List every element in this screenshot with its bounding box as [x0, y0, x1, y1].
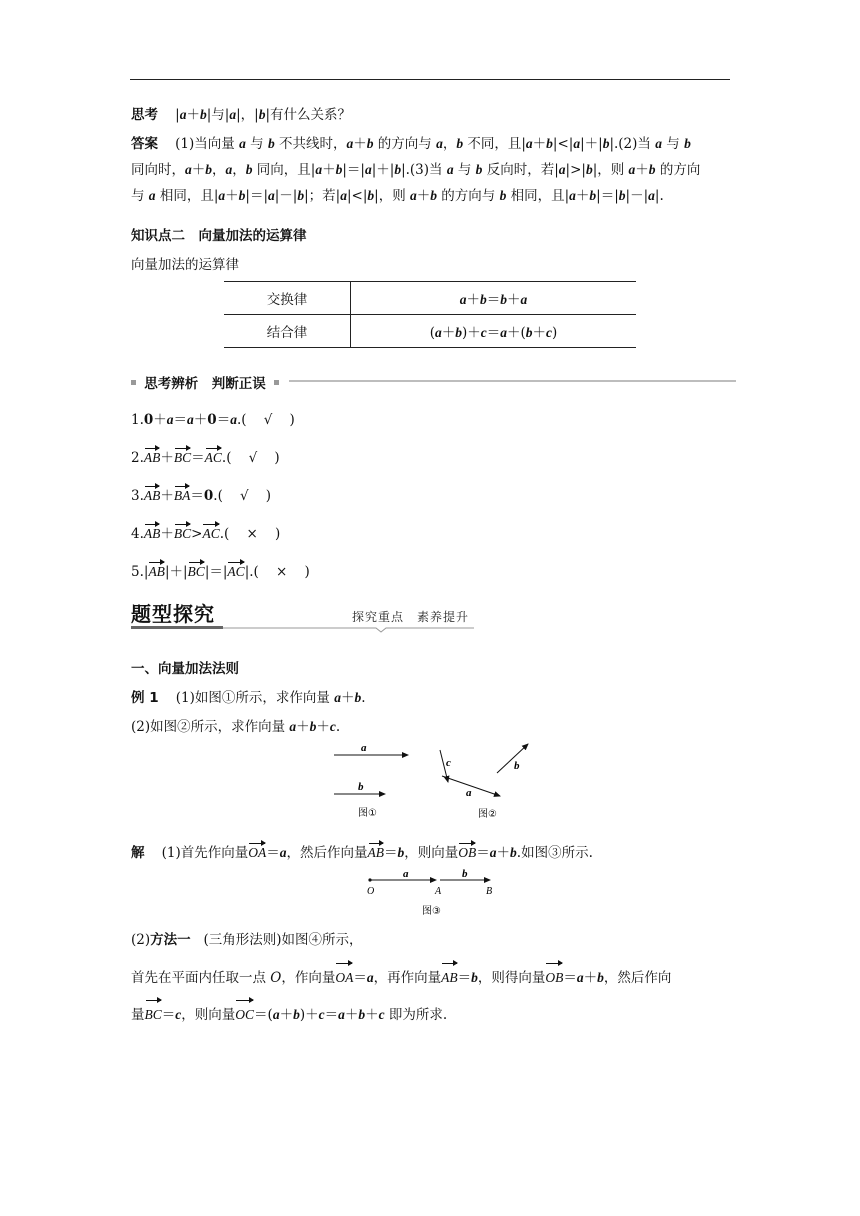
table-row [224, 282, 636, 315]
figure-1 [328, 740, 418, 820]
top-rule [130, 79, 730, 80]
table-row [224, 315, 636, 348]
section-bar [131, 372, 736, 392]
think-question: |a＋b|与|a|，|b|有什么关系？ [175, 107, 352, 123]
judgment-4: 4.AB＋BC>AC.( × ) [131, 526, 281, 542]
section1-heading: 一、向量加法法则 [131, 661, 239, 677]
label-b: b [514, 760, 520, 772]
answer-label: 答案 [131, 136, 158, 152]
judgment-mark: × [246, 526, 258, 542]
label-b: b [358, 781, 364, 793]
judgment-mark: √ [263, 412, 273, 428]
figure-2 [428, 740, 538, 822]
example1-line1: 例 1 (1)如图①所示，求作向量 a＋b. [131, 690, 366, 706]
law-formula: (a＋b)＋c＝a＋(b＋c) [351, 315, 637, 348]
figure-2-caption: 图② [478, 809, 497, 820]
solution-line2: 首先在平面内任取一点 O，作向量OA＝a，再作向量AB＝b，则得向量OB＝a＋b，然后作向 [131, 965, 735, 991]
solution-line1: 解 (1)首先作向量OA＝a，然后作向量AB＝b，则向量OB＝a＋b.如图③所示. [131, 845, 593, 861]
solution-method1: (2)方法一 (三角形法则)如图④所示， [131, 932, 363, 948]
solution-line3: 量BC＝c，则向量OC＝(a＋b)＋c＝a＋b＋c 即为所求. [131, 1002, 735, 1028]
think-line [131, 102, 731, 128]
banner-subtitle: 探究重点 素养提升 [352, 610, 470, 624]
banner-rule [131, 622, 476, 634]
answer-line-1: 答案 (1)当向量 a 与 b 不共线时，a＋b 的方向与 a，b 不同，且|a＋b|<|a|＋|b|.(2)当 a 与 b [131, 136, 691, 152]
solution-label: 解 [131, 845, 145, 861]
section-bar-title: 思考辨析 判断正误 [144, 376, 266, 392]
label-A: A [435, 886, 442, 897]
law-formula: a＋b＝b＋a [351, 282, 637, 315]
answer-line-2: 同向时，a＋b，a，b 同向，且|a＋b|＝|a|＋|b|.(3)当 a 与 b 反向时，若|a|>|b|，则 a＋b 的方向 [131, 162, 701, 178]
operation-law-table [224, 281, 636, 348]
answer-block [131, 131, 735, 209]
judgment-3: 3.AB＋BA＝0.( √ ) [131, 488, 272, 504]
label-a: a [466, 787, 472, 799]
label-O: O [367, 886, 375, 897]
knowledge2-heading: 知识点二 向量加法的运算律 [131, 228, 307, 244]
label-b: b [462, 868, 468, 880]
judgment-5: 5.|AB|＋|BC|＝|AC|.( × ) [131, 564, 310, 580]
section-bar-line [289, 380, 736, 382]
judgment-mark: √ [240, 488, 249, 504]
judgment-2: 2.AB＋BC＝AC.( √ ) [131, 450, 280, 466]
answer-line-3: 与 a 相同，且|a＋b|＝|a|－|b|；若|a|<|b|，则 a＋b 的方向与 b 相同，且|a＋b|＝|b|－|a|. [131, 188, 664, 204]
think-label: 思考 [131, 107, 158, 123]
knowledge2-subheading: 向量加法的运算律 [131, 257, 239, 273]
example1-line2: (2)如图②所示，求作向量 a＋b＋c. [131, 719, 341, 735]
law-name: 结合律 [224, 315, 351, 348]
figure-1-caption: 图① [358, 808, 377, 819]
label-c: c [446, 757, 451, 769]
label-B: B [486, 886, 493, 897]
example1-label: 例 1 [131, 690, 159, 706]
law-name: 交换律 [224, 282, 351, 315]
vector-b2-arrow [497, 744, 528, 773]
banner-title: 题型探究 [131, 602, 215, 626]
figure-3-caption: 图③ [422, 906, 441, 917]
judgment-1: 1.0＋a＝a＋0＝a.( √ ) [131, 412, 295, 428]
judgment-mark: × [275, 564, 288, 580]
square-icon [131, 380, 136, 385]
square-icon [274, 380, 279, 385]
label-a: a [403, 868, 409, 880]
judgment-mark: √ [248, 450, 258, 466]
figure-3 [362, 868, 502, 918]
label-a: a [361, 742, 367, 754]
